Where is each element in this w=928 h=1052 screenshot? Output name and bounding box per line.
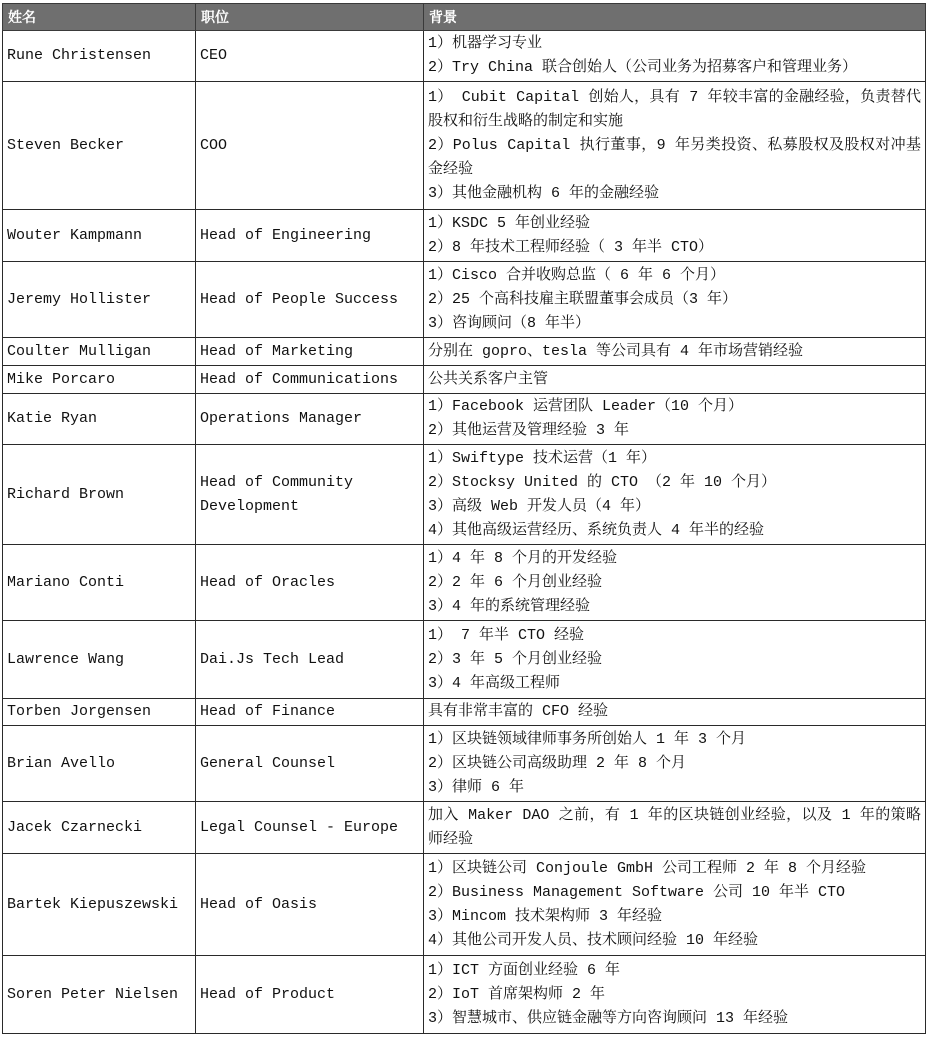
cell-role: Legal Counsel - Europe <box>196 802 424 854</box>
cell-background <box>424 726 926 802</box>
cell-name: Jeremy Hollister <box>3 262 196 338</box>
background-line: 3）Mincom 技术架构师 3 年经验 <box>428 907 663 925</box>
cell-role: Head of Finance <box>196 699 424 726</box>
background-line: 1）Cisco 合并收购总监（ 6 年 6 个月） <box>428 266 726 284</box>
background-line: 2）其他运营及管理经验 3 年 <box>428 422 630 439</box>
background-line: 4）其他公司开发人员、技术顾问经验 10 年经验 <box>428 931 759 949</box>
cell-name: Mariano Conti <box>3 545 196 621</box>
cell-background <box>424 394 926 445</box>
cell-name: Steven Becker <box>3 82 196 210</box>
cell-background <box>424 366 926 394</box>
cell-background <box>424 854 926 956</box>
cell-name: Soren Peter Nielsen <box>3 956 196 1034</box>
background-line: 1） 7 年半 CTO 经验 <box>428 626 585 644</box>
cell-background <box>424 699 926 726</box>
background-line: 1）Facebook 运营团队 Leader（10 个月） <box>428 398 744 415</box>
background-line: 1） Cubit Capital 创始人，具有 7 年较丰富的金融经验，负责替代股权和衍生战略的制定和实施 <box>428 88 921 130</box>
background-line: 1）Swiftype 技术运营（1 年） <box>428 449 657 467</box>
cell-background <box>424 82 926 210</box>
background-line: 3）4 年高级工程师 <box>428 674 561 692</box>
cell-name: Bartek Kiepuszewski <box>3 854 196 956</box>
table-row <box>3 726 926 802</box>
table-row <box>3 338 926 366</box>
cell-background <box>424 621 926 699</box>
background-line: 1）区块链公司 Conjoule GmbH 公司工程师 2 年 8 个月经验 <box>428 859 867 877</box>
cell-role: Dai.Js Tech Lead <box>196 621 424 699</box>
background-line: 2）IoT 首席架构师 2 年 <box>428 985 606 1003</box>
table-row <box>3 956 926 1034</box>
background-line: 1）KSDC 5 年创业经验 <box>428 214 591 232</box>
table-row <box>3 854 926 956</box>
cell-name: Brian Avello <box>3 726 196 802</box>
cell-name: Coulter Mulligan <box>3 338 196 366</box>
background-line: 1）ICT 方面创业经验 6 年 <box>428 961 621 979</box>
cell-name: Jacek Czarnecki <box>3 802 196 854</box>
cell-background <box>424 545 926 621</box>
table-row <box>3 445 926 545</box>
table-row <box>3 621 926 699</box>
background-line: 2）Business Management Software 公司 10 年半 CTO <box>428 883 846 901</box>
table-row <box>3 699 926 726</box>
background-line: 3）其他金融机构 6 年的金融经验 <box>428 184 660 202</box>
cell-name: Katie Ryan <box>3 394 196 445</box>
team-table <box>2 3 926 1034</box>
cell-name: Richard Brown <box>3 445 196 545</box>
table-row <box>3 31 926 82</box>
header-row <box>3 4 926 31</box>
background-line: 2）3 年 5 个月创业经验 <box>428 650 603 668</box>
cell-name: Wouter Kampmann <box>3 210 196 262</box>
background-line: 1）区块链领域律师事务所创始人 1 年 3 个月 <box>428 730 747 748</box>
cell-role: Head of Community Development <box>196 445 424 545</box>
cell-name: Rune Christensen <box>3 31 196 82</box>
background-line: 1）4 年 8 个月的开发经验 <box>428 549 618 567</box>
table-body <box>3 31 926 1034</box>
table-row <box>3 545 926 621</box>
table-row <box>3 262 926 338</box>
table-row <box>3 210 926 262</box>
cell-background <box>424 338 926 366</box>
background-line: 3）智慧城市、供应链金融等方向咨询顾问 13 年经验 <box>428 1009 789 1027</box>
header-background: 背景 <box>424 4 926 31</box>
cell-role: Head of Engineering <box>196 210 424 262</box>
cell-role: Head of People Success <box>196 262 424 338</box>
cell-role: COO <box>196 82 424 210</box>
cell-name: Mike Porcaro <box>3 366 196 394</box>
cell-role: Operations Manager <box>196 394 424 445</box>
background-line: 4）其他高级运营经历、系统负责人 4 年半的经验 <box>428 521 765 539</box>
cell-name: Lawrence Wang <box>3 621 196 699</box>
table-row <box>3 366 926 394</box>
background-line: 具有非常丰富的 CFO 经验 <box>428 703 609 720</box>
cell-name: Torben Jorgensen <box>3 699 196 726</box>
table-header <box>3 4 926 31</box>
background-line: 2）Stocksy United 的 CTO （2 年 10 个月） <box>428 473 777 491</box>
cell-background <box>424 31 926 82</box>
cell-role: Head of Oasis <box>196 854 424 956</box>
background-line: 2）2 年 6 个月创业经验 <box>428 573 603 591</box>
background-line: 2）Try China 联合创始人（公司业务为招募客户和管理业务） <box>428 59 858 76</box>
table-row <box>3 394 926 445</box>
cell-background <box>424 262 926 338</box>
header-name: 姓名 <box>3 4 196 31</box>
background-line: 2）Polus Capital 执行董事，9 年另类投资、私募股权及股权对冲基金经验 <box>428 136 921 178</box>
cell-role: Head of Communications <box>196 366 424 394</box>
background-line: 分别在 gopro、tesla 等公司具有 4 年市场营销经验 <box>428 342 804 360</box>
cell-role: CEO <box>196 31 424 82</box>
cell-background <box>424 445 926 545</box>
background-line: 2）25 个高科技雇主联盟董事会成员（3 年） <box>428 290 738 308</box>
background-line: 3）高级 Web 开发人员（4 年） <box>428 497 651 515</box>
background-line: 公共关系客户主管 <box>428 370 549 388</box>
cell-role: Head of Product <box>196 956 424 1034</box>
table-row <box>3 802 926 854</box>
background-line: 3）律师 6 年 <box>428 778 525 796</box>
header-role: 职位 <box>196 4 424 31</box>
cell-background <box>424 956 926 1034</box>
background-line: 1）机器学习专业 <box>428 35 543 52</box>
cell-role: General Counsel <box>196 726 424 802</box>
background-line: 2）8 年技术工程师经验（ 3 年半 CTO） <box>428 238 714 256</box>
background-line: 2）区块链公司高级助理 2 年 8 个月 <box>428 754 687 772</box>
cell-background <box>424 802 926 854</box>
background-line: 3）4 年的系统管理经验 <box>428 597 591 615</box>
background-line: 3）咨询顾问（8 年半） <box>428 314 591 332</box>
table-row <box>3 82 926 210</box>
cell-role: Head of Oracles <box>196 545 424 621</box>
cell-background <box>424 210 926 262</box>
cell-role: Head of Marketing <box>196 338 424 366</box>
background-line: 加入 Maker DAO 之前，有 1 年的区块链创业经验，以及 1 年的策略师经验 <box>428 806 921 848</box>
